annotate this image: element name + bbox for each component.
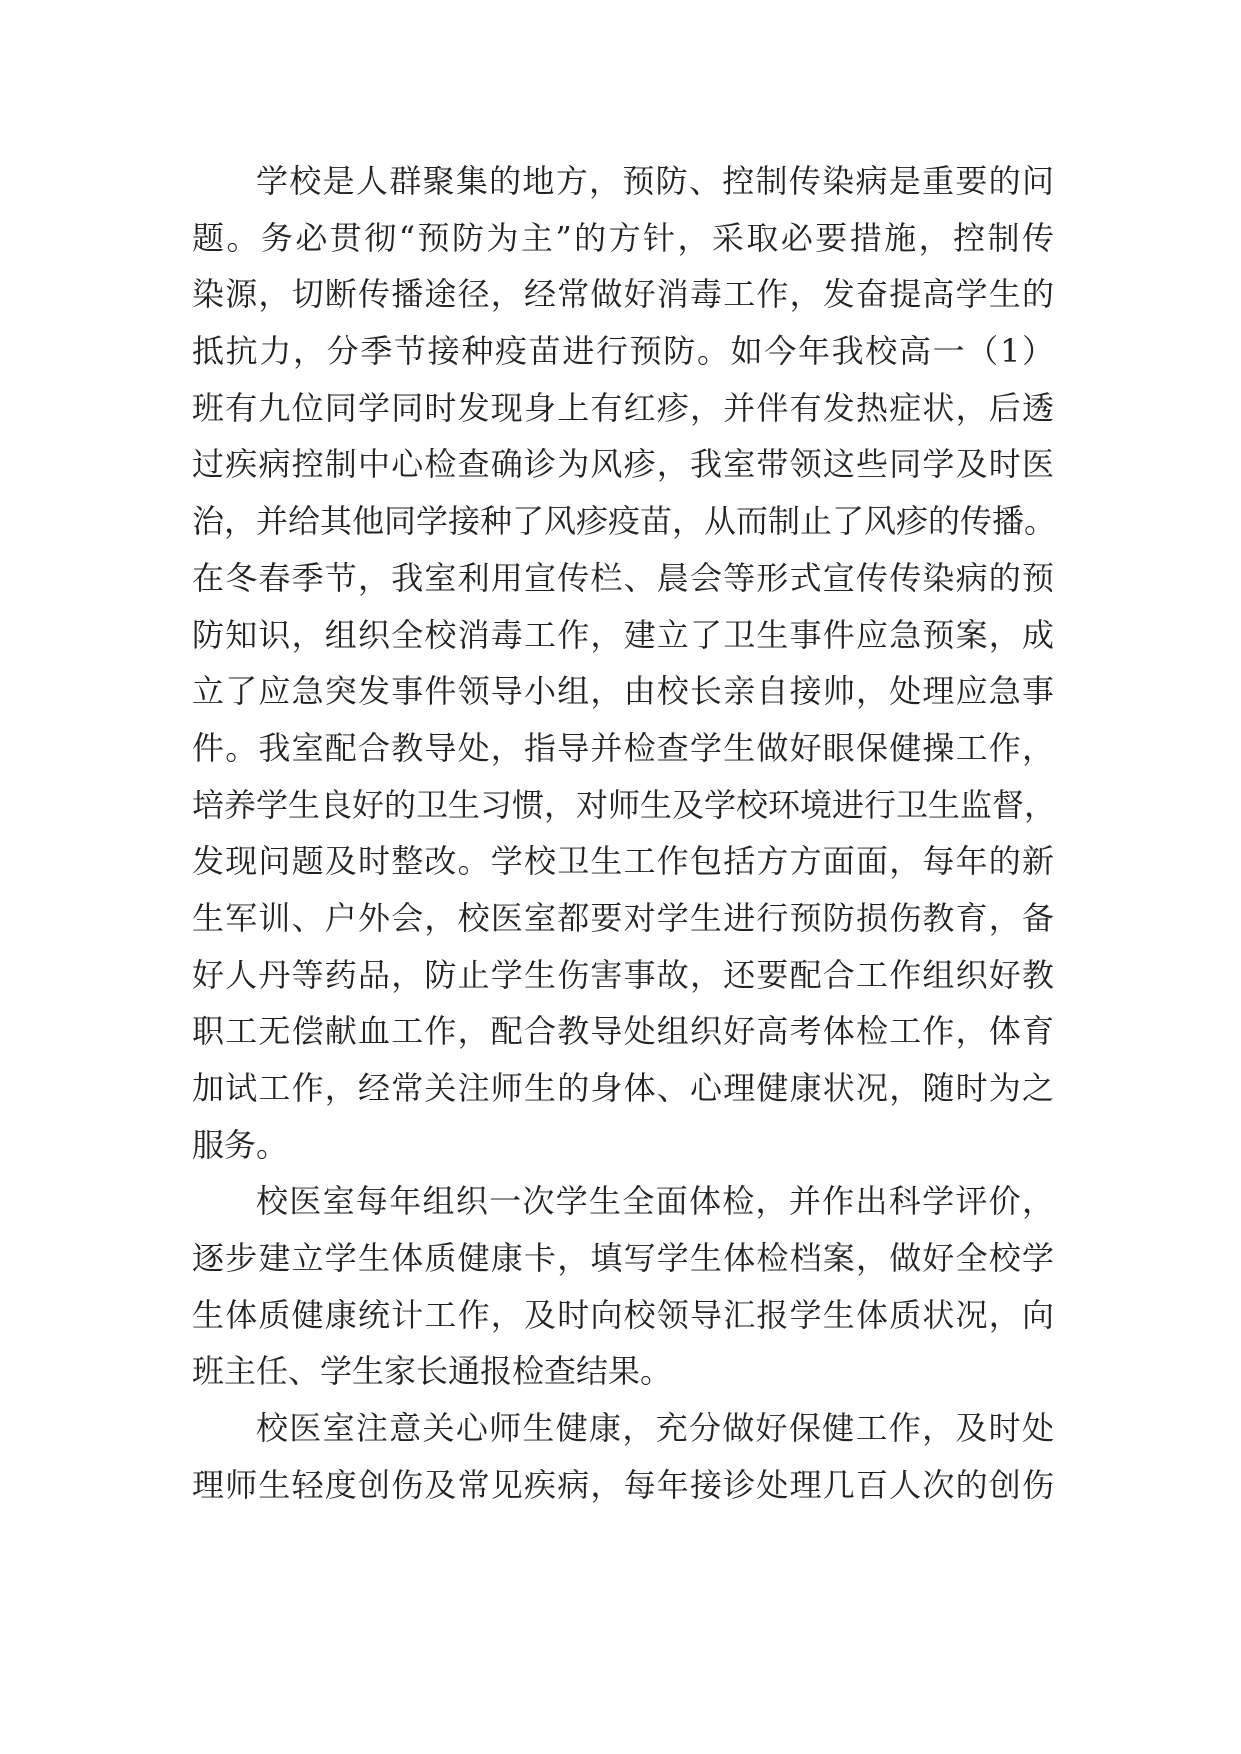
paragraph-line: 发现问题及时整改。学校卫生工作包括方方面面，每年的新 [192, 842, 1054, 881]
paragraph-line: 防知识，组织全校消毒工作，建立了卫生事件应急预案，成 [192, 615, 1054, 654]
paragraph-line: 件。我室配合教导处，指导并检查学生做好眼保健操工作， [192, 728, 1054, 767]
paragraph-line: 逐步建立学生体质健康卡，填写学生体检档案，做好全校学 [192, 1239, 1054, 1278]
paragraph-line: 职工无偿献血工作，配合教导处组织好高考体检工作，体育 [192, 1012, 1054, 1051]
paragraph-line: 立了应急突发事件领导小组，由校长亲自接帅，处理应急事 [192, 672, 1054, 711]
paragraph-line: 治，并给其他同学接种了风疹疫苗，从而制止了风疹的传播。 [192, 502, 1057, 541]
document-body [192, 153, 1057, 1514]
paragraph-line: 校医室每年组织一次学生全面体检，并作出科学评价， [256, 1182, 1054, 1221]
paragraph-line: 理师生轻度创伤及常见疾病，每年接诊处理几百人次的创伤 [192, 1465, 1054, 1504]
paragraph-line: 加试工作，经常关注师生的身体、心理健康状况，随时为之 [192, 1069, 1054, 1107]
paragraph-line: 染源，切断传播途径，经常做好消毒工作，发奋提高学生的 [192, 275, 1054, 314]
paragraph-line: 学校是人群聚集的地方，预防、控制传染病是重要的问 [256, 162, 1054, 200]
paragraph-line: 班有九位同学同时发现身上有红疹，并伴有发热症状，后透 [192, 388, 1054, 427]
paragraph-line: 题。务必贯彻“预防为主”的方针，采取必要措施，控制传 [192, 218, 1054, 257]
paragraph-line: 服务。 [192, 1125, 289, 1164]
paragraph-line: 生体质健康统计工作，及时向校领导汇报学生体质状况，向 [192, 1295, 1054, 1334]
paragraph-line: 培养学生良好的卫生习惯，对师生及学校环境进行卫生监督， [192, 785, 1057, 824]
paragraph-line: 班主任、学生家长通报检查结果。 [192, 1352, 673, 1391]
paragraph-line: 抵抗力，分季节接种疫苗进行预防。如今年我校高一（1） [192, 332, 1054, 371]
paragraph-line: 生军训、户外会，校医室都要对学生进行预防损伤教育，备 [192, 898, 1054, 937]
paragraph-line: 好人丹等药品，防止学生伤害事故，还要配合工作组织好教 [192, 955, 1054, 994]
paragraph-line: 过疾病控制中心检查确诊为风疹，我室带领这些同学及时医 [192, 445, 1054, 484]
paragraph-line: 校医室注意关心师生健康，充分做好保健工作，及时处 [256, 1409, 1054, 1448]
paragraph-line: 在冬春季节，我室利用宣传栏、晨会等形式宣传传染病的预 [192, 558, 1054, 597]
